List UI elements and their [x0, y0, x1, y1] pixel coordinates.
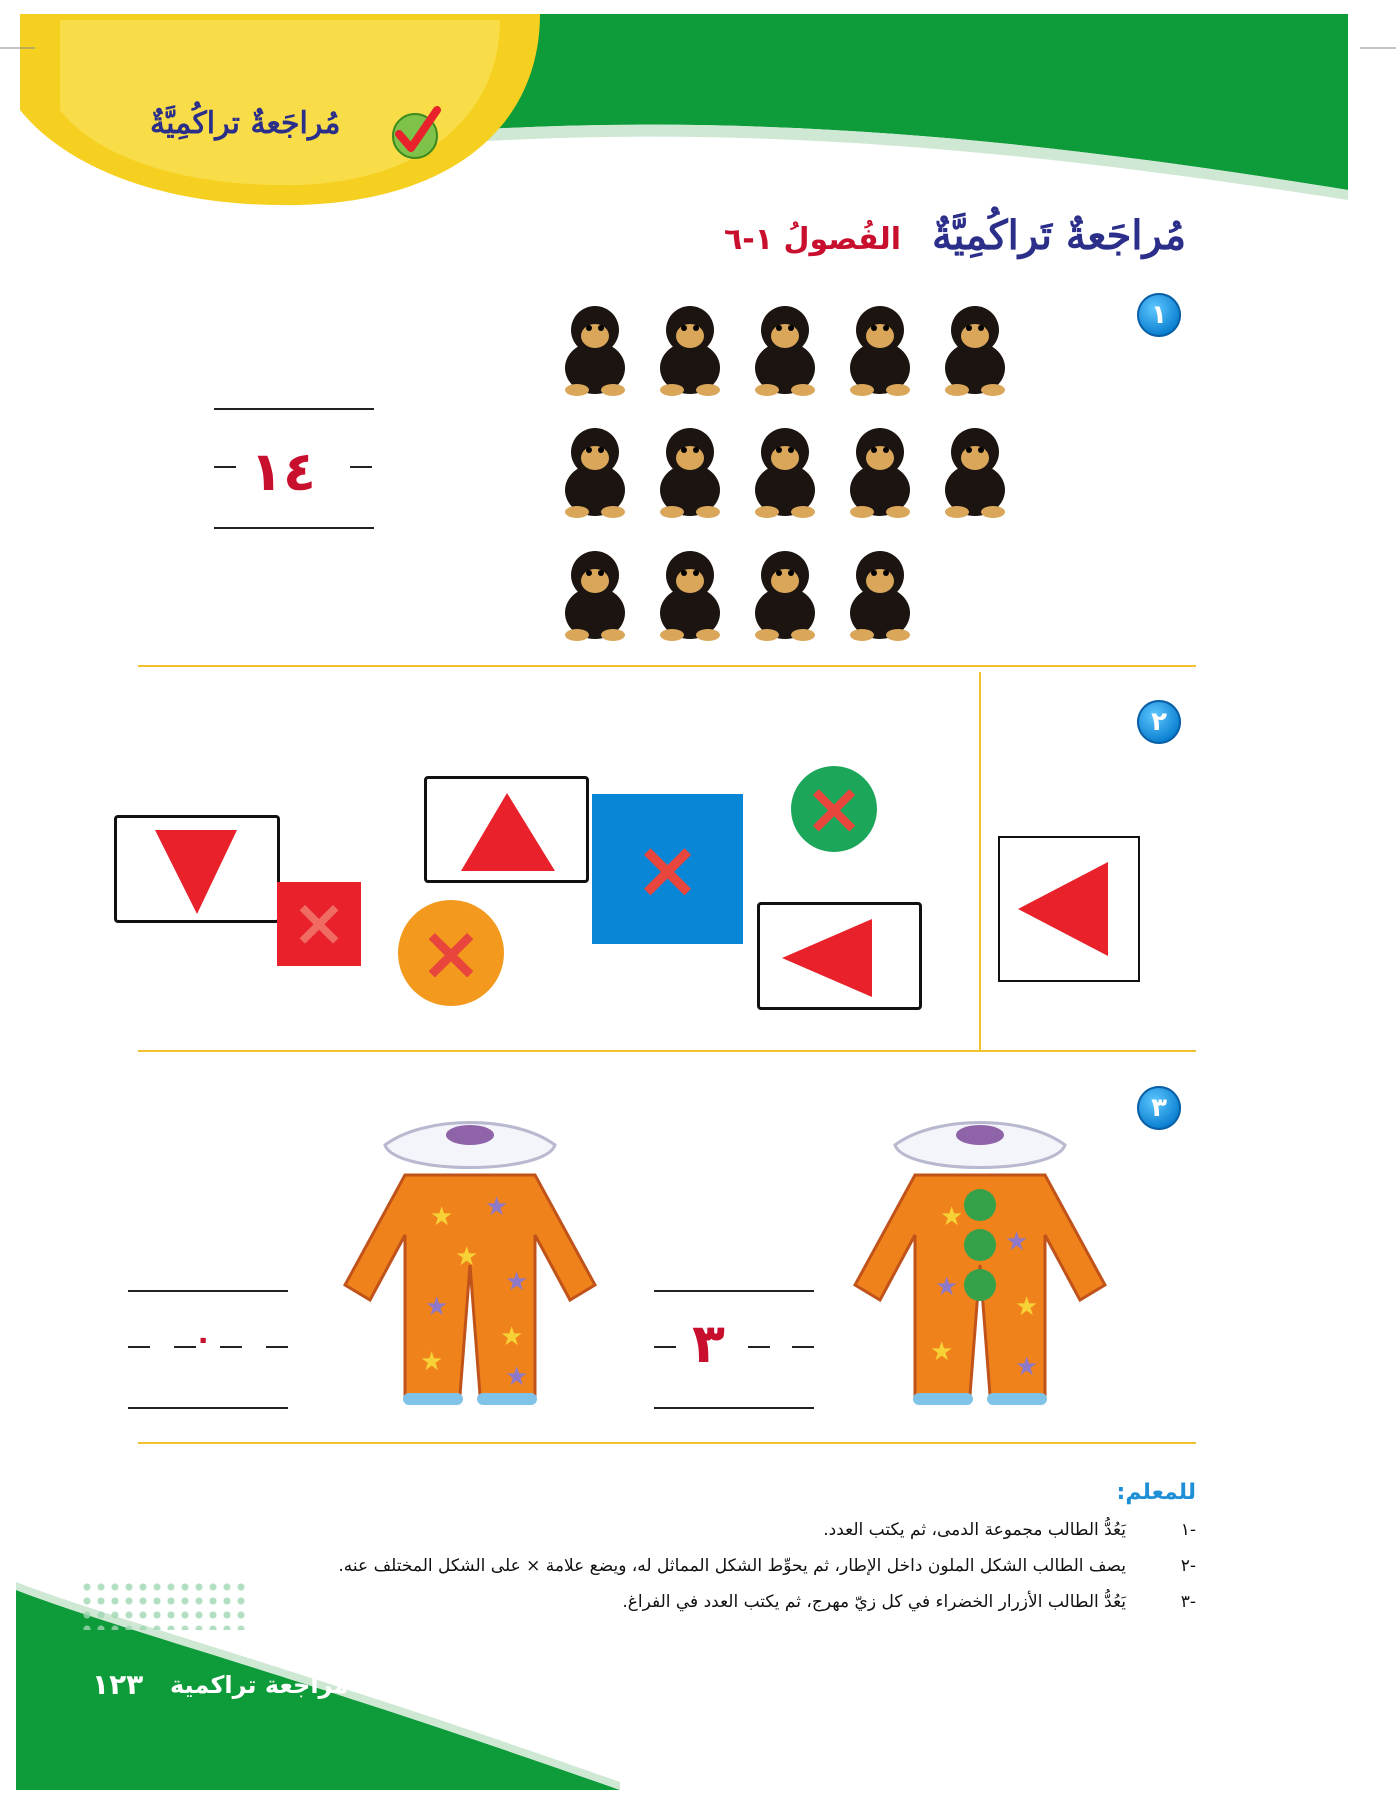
x-mark-icon: × — [803, 766, 865, 850]
exercise-3-answer-right[interactable]: ٣ — [692, 1312, 725, 1375]
answer-dash — [654, 1346, 676, 1348]
footer-title: مراجعة تراكمية — [170, 1671, 349, 1699]
down-triangle-icon — [117, 818, 277, 920]
monkey-icon — [840, 420, 920, 520]
teacher-note: يَعُدُّ الطالب مجموعة الدمى، ثم يكتب العدد. — [823, 1520, 1126, 1540]
chapters-label: الفُصولُ ١-٦ — [723, 222, 901, 257]
svg-text:★: ★ — [430, 1202, 454, 1232]
teacher-note-number: -٣ — [1180, 1592, 1196, 1612]
answer-line-bottom — [128, 1407, 288, 1409]
svg-text:★: ★ — [1015, 1352, 1039, 1382]
monkey-icon — [840, 543, 920, 643]
monkey-icon — [745, 543, 825, 643]
exercise-1-number: ١ — [1137, 293, 1181, 337]
option-down-triangle[interactable] — [114, 815, 280, 923]
left-triangle-icon — [1000, 838, 1138, 980]
reference-shape-frame — [998, 836, 1140, 982]
checkmark-icon — [385, 104, 445, 164]
answer-dash — [792, 1346, 814, 1348]
monkey-icon — [555, 298, 635, 398]
left-triangle-icon — [760, 905, 919, 1007]
monkey-grid — [560, 298, 1030, 643]
svg-text:★: ★ — [1005, 1227, 1029, 1257]
answer-line-bottom — [214, 527, 374, 529]
header-badge-title: مُراجَعةٌ تراكُمِيَّةٌ — [150, 106, 341, 141]
exercise-3-number: ٣ — [1137, 1086, 1181, 1130]
teacher-note: يَعُدُّ الطالب الأزرار الخضراء في كل زيّ مهرج، ثم يكتب العدد في الفراغ. — [622, 1592, 1126, 1612]
option-up-triangle[interactable] — [424, 776, 589, 883]
teacher-note-number: -١ — [1180, 1520, 1196, 1540]
clown-costume-no-buttons — [335, 1105, 605, 1410]
svg-text:★: ★ — [425, 1292, 449, 1322]
monkey-icon — [555, 543, 635, 643]
monkey-icon — [650, 543, 730, 643]
svg-text:★: ★ — [940, 1202, 964, 1232]
monkey-icon — [650, 420, 730, 520]
up-triangle-icon — [427, 779, 586, 880]
answer-line-top — [654, 1290, 814, 1292]
teacher-note-number: -٢ — [1180, 1556, 1196, 1576]
logo-dots — [80, 1580, 250, 1630]
x-mark-icon: × — [291, 884, 347, 961]
answer-line-bottom — [654, 1407, 814, 1409]
answer-dash — [350, 466, 372, 468]
svg-text:★: ★ — [1015, 1292, 1039, 1322]
page-number: ١٢٣ — [92, 1668, 144, 1701]
monkey-icon — [650, 298, 730, 398]
exercise-3-answer-left[interactable]: ٠ — [194, 1322, 213, 1357]
monkey-icon — [555, 420, 635, 520]
answer-dash — [266, 1346, 288, 1348]
monkey-icon — [745, 420, 825, 520]
answer-dash — [214, 466, 236, 468]
monkey-icon — [745, 298, 825, 398]
x-mark-icon: × — [633, 823, 702, 916]
section-divider — [138, 665, 1196, 667]
teacher-note: يصف الطالب الشكل الملون داخل الإطار، ثم يحوِّط الشكل المماثل له، ويضع علامة × على الشكل المختلف عنه. — [338, 1556, 1126, 1576]
svg-text:★: ★ — [420, 1347, 444, 1377]
answer-dash — [128, 1346, 150, 1348]
monkey-icon — [935, 298, 1015, 398]
exercise-1-answer[interactable]: ١٤ — [250, 440, 316, 503]
svg-text:★: ★ — [455, 1242, 479, 1272]
page-title: مُراجَعةٌ تَراكُمِيَّةٌ — [931, 212, 1186, 259]
option-left-triangle[interactable] — [757, 902, 922, 1010]
x-mark-icon: × — [419, 908, 483, 997]
answer-dash — [220, 1346, 242, 1348]
svg-text:★: ★ — [500, 1322, 524, 1352]
section-vertical-divider — [979, 672, 981, 1050]
svg-text:★: ★ — [930, 1337, 954, 1367]
svg-text:★: ★ — [935, 1272, 959, 1302]
section-divider — [138, 1050, 1196, 1052]
svg-text:★: ★ — [505, 1362, 529, 1392]
answer-line-top — [214, 408, 374, 410]
monkey-icon — [935, 420, 1015, 520]
svg-text:★: ★ — [505, 1267, 529, 1297]
svg-text:★: ★ — [485, 1192, 509, 1222]
monkey-icon — [840, 298, 920, 398]
answer-dash — [174, 1346, 196, 1348]
teacher-notes-heading: للمعلم: — [1116, 1480, 1196, 1505]
answer-dash — [748, 1346, 770, 1348]
answer-line-top — [128, 1290, 288, 1292]
section-divider — [138, 1442, 1196, 1444]
clown-costume-with-buttons — [845, 1105, 1115, 1410]
exercise-2-number: ٢ — [1137, 700, 1181, 744]
